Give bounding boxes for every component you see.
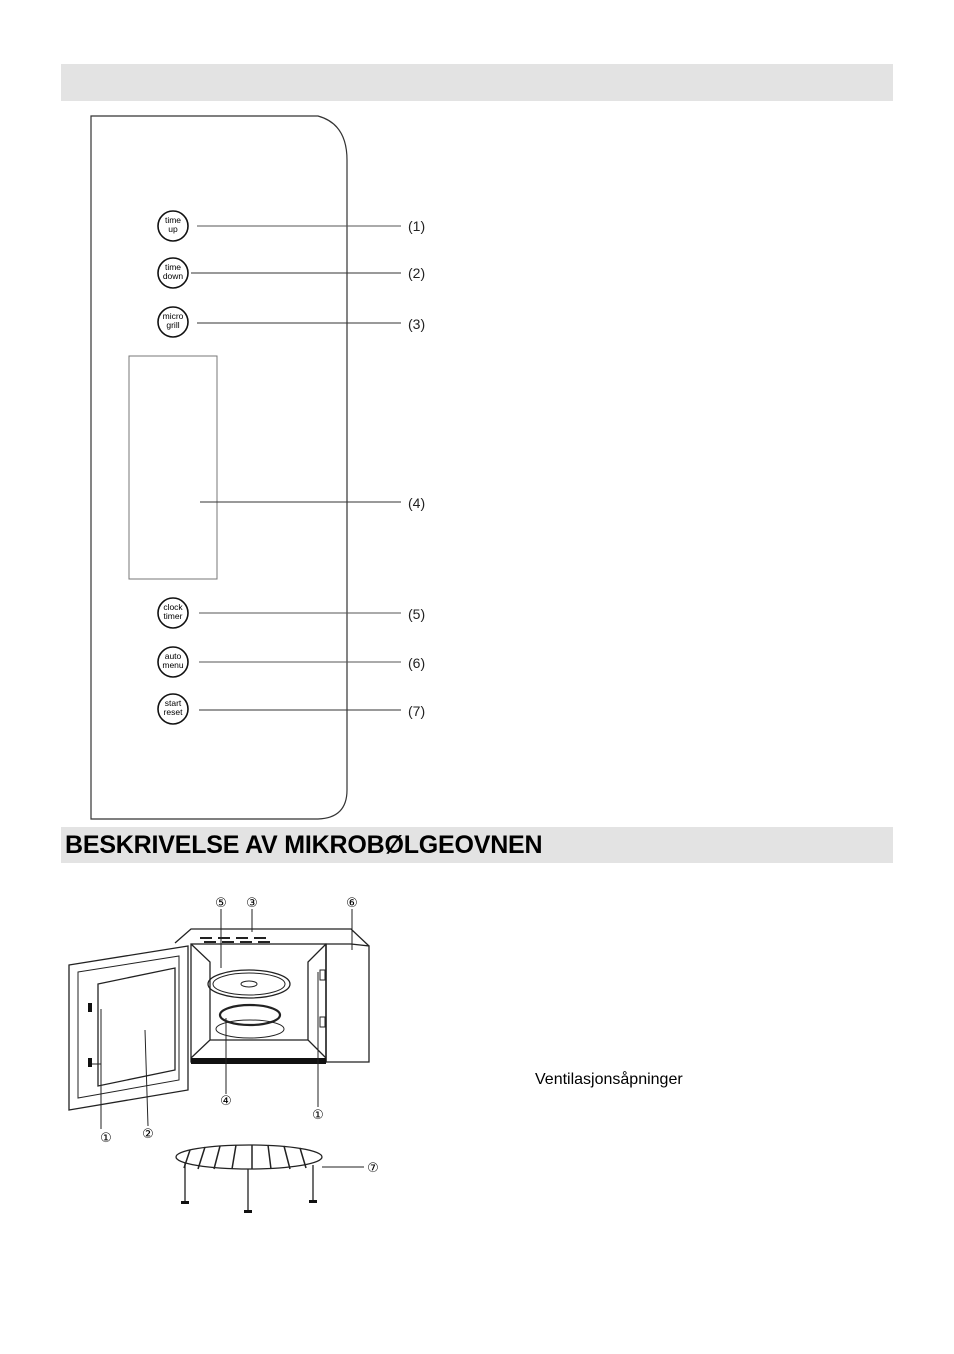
button-label-line1: clock <box>163 602 183 612</box>
time-up-button[interactable] <box>158 211 188 241</box>
time-down-button[interactable] <box>158 258 188 288</box>
button-label-line2: grill <box>166 320 180 330</box>
auto-menu-button[interactable] <box>158 647 188 677</box>
label-grill-rack: ⑦ <box>367 1161 379 1176</box>
button-label-line1: time <box>164 262 182 272</box>
callout-7: (7) <box>408 703 426 719</box>
oven-control-side <box>326 944 369 1062</box>
button-label-line2: down <box>162 271 184 281</box>
button-label-line2: menu <box>162 660 184 670</box>
callout-3: (3) <box>408 316 426 332</box>
vent-label: Ventilasjonsåpninger <box>535 1071 683 1088</box>
button-label-line2: up <box>168 224 178 234</box>
button-label-line1: micro <box>162 311 184 321</box>
callout-2: (2) <box>408 265 426 281</box>
grill-rack <box>176 1145 364 1213</box>
cavity-left-wall <box>191 944 210 1058</box>
button-label-line1: start <box>164 698 182 708</box>
callout-5: (5) <box>408 606 426 622</box>
label-door-latch: ① <box>312 1108 324 1123</box>
label-turntable: ⑤ <box>215 896 227 911</box>
callout-4: (4) <box>408 495 426 511</box>
label-roller-ring: ④ <box>220 1094 232 1109</box>
button-label-line1: time <box>164 215 182 225</box>
section-title: BESKRIVELSE AV MIKROBØLGEOVNEN <box>65 831 543 859</box>
micro-grill-button[interactable] <box>158 307 188 337</box>
turntable-plate <box>208 970 290 998</box>
callout-1: (1) <box>408 218 426 234</box>
door-window <box>98 968 175 1086</box>
button-label-line1: auto <box>164 651 182 661</box>
button-label-line2: reset <box>163 707 183 717</box>
control-panel-diagram <box>91 116 425 819</box>
label-door-latch: ① <box>100 1131 112 1146</box>
callout-6: (6) <box>408 655 426 671</box>
cavity-right-wall <box>308 944 326 1058</box>
oven-cavity <box>191 944 326 1062</box>
display-window <box>129 356 217 579</box>
start-reset-button[interactable] <box>158 694 188 724</box>
clock-timer-button[interactable] <box>158 598 188 628</box>
label-control-panel: ⑥ <box>346 896 358 911</box>
oven-base <box>191 1058 326 1064</box>
label-vents: ③ <box>246 896 258 911</box>
oven-diagram <box>69 909 369 1213</box>
button-label-line2: timer <box>163 611 183 621</box>
vent-slots <box>200 938 270 942</box>
label-window: ② <box>142 1127 154 1142</box>
